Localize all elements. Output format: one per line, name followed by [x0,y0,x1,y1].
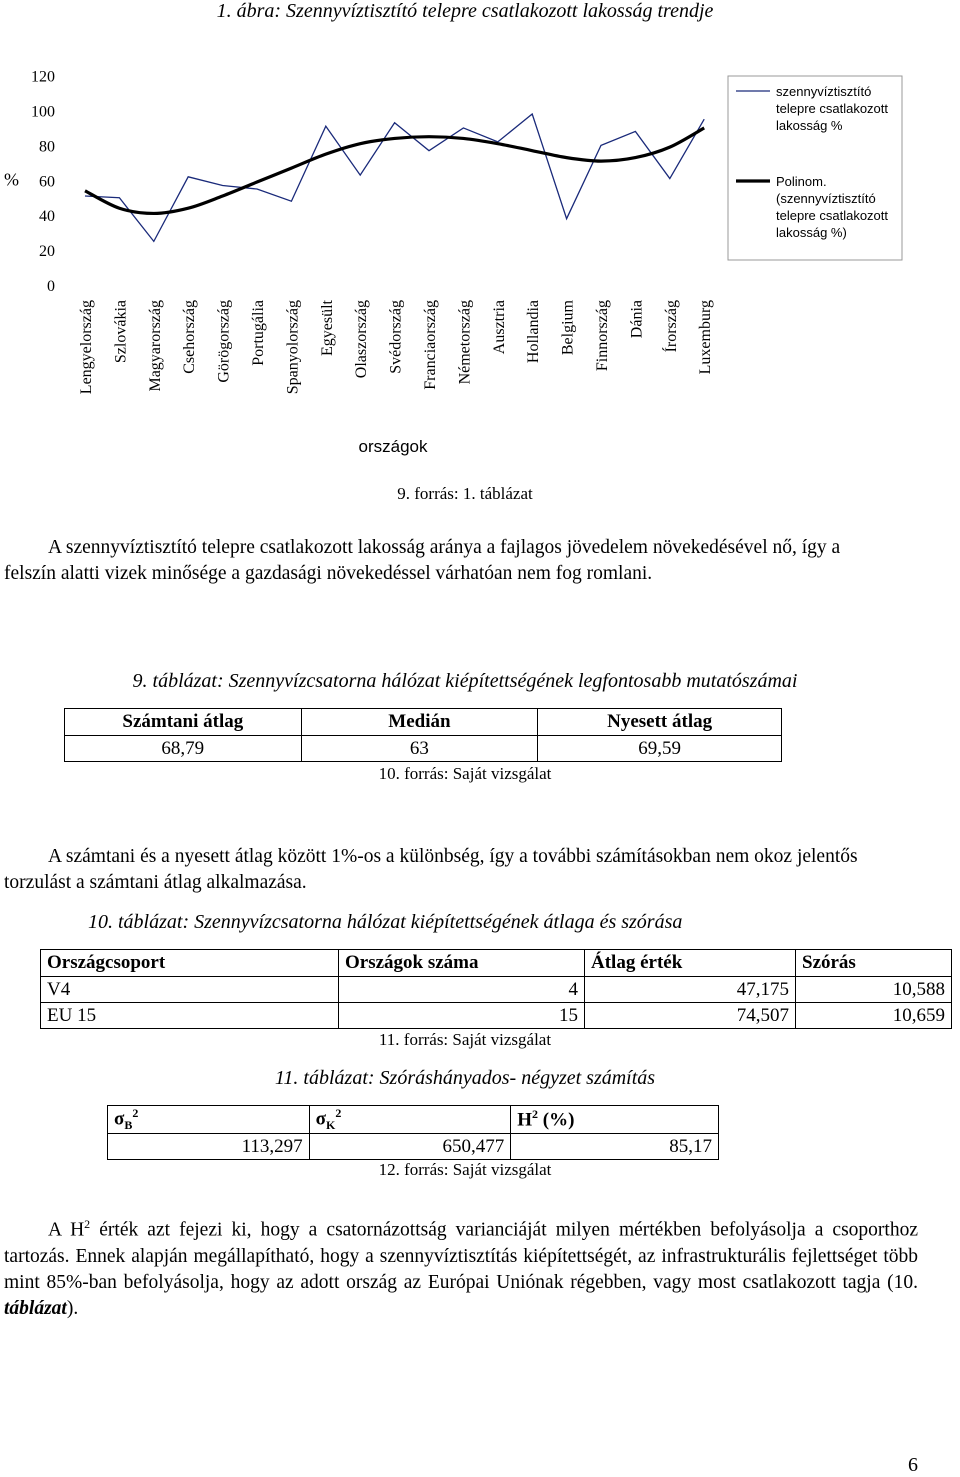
x-tick-label: Belgium [560,299,577,355]
table10-cell: 74,507 [585,1003,796,1029]
table11-header-h2: $H^2$ (%) [511,1106,719,1134]
table-row [41,977,952,1003]
y-tick-label: 80 [39,138,55,155]
y-axis-label: % [4,170,19,190]
x-tick-label: Svédország [388,300,405,374]
table10-header-mean: Átlag érték [585,950,796,977]
table9-header-mean: Számtani átlag [65,709,302,736]
table11 [107,1105,719,1160]
x-tick-label: Csehország [181,300,198,374]
table10-cell: 47,175 [585,977,796,1003]
x-tick-label: Magyarország [147,300,164,392]
x-tick-label: Olaszország [353,300,370,378]
table9-cell-median: 63 [301,736,538,762]
table10-cell: 4 [339,977,585,1003]
table9-cell-trimmed: 69,59 [538,736,782,762]
table11-cell: 113,297 [108,1134,310,1160]
table10-cell: 10,659 [796,1003,952,1029]
table11-source: 12. forrás: Saját vizsgálat [0,1160,930,1180]
table11-header-sigma-k: $\sigma_K^2$ [309,1106,511,1134]
table9-caption: 9. táblázat: Szennyvízcsatorna hálózat kiépítettségének legfontosabb mutatószámai [0,670,930,693]
x-axis-label: országok [359,437,428,456]
paragraph-1: A szennyvíztisztító telepre csatlakozott lakosság aránya a fajlagos jövedelem növekedésével nő, így a felszín alatti vizek minősége a gazdasági növekedéssel várhatóan nem fog romlani. [4,535,884,587]
table10-cell: EU 15 [41,1003,339,1029]
y-tick-label: 60 [39,173,55,190]
table10-header-count: Országok száma [339,950,585,977]
table10-caption: 10. táblázat: Szennyvízcsatorna hálózat kiépítettségének átlaga és szórása [88,911,682,934]
table10-source: 11. forrás: Saját vizsgálat [0,1030,930,1050]
y-tick-label: 120 [31,69,55,86]
y-tick-label: 40 [39,208,55,225]
x-tick-label: Németország [456,300,473,384]
x-tick-label: Portugália [250,300,267,366]
x-tick-label: Egyesült [319,299,336,356]
x-tick-label: Luxemburg [697,300,714,374]
page-number: 6 [908,1454,918,1477]
y-tick-label: 0 [47,278,55,295]
x-tick-label: Írország [661,300,680,352]
x-tick-label: Spanyolország [284,300,301,394]
table9-source: 10. forrás: Saját vizsgálat [0,764,930,784]
table9-cell-mean: 68,79 [65,736,302,762]
table10-cell: 10,588 [796,977,952,1003]
table10 [40,949,952,1029]
x-tick-label: Ausztria [491,300,508,354]
table10-cell: 15 [339,1003,585,1029]
paragraph-3: A $H^2$ érték azt fejezi ki, hogy a csatornázottság varianciáját milyen mértékben befolyásolja a csoporthoz tartozás. Ennek alapján megállapítható, hogy a szennyvíztisztítás kiépítettségét, az infrastrukturális fejlettséget több mint 85%-ban befolyásolja, hogy az adott ország az Európai Uniónak régebben, vagy most csatlakozott tagja (10. táblázat). [4,1211,918,1322]
x-tick-label: Görögország [216,300,233,383]
table11-cell: 650,477 [309,1134,511,1160]
table9-header-median: Medián [301,709,538,736]
x-tick-label: Hollandia [525,300,542,363]
paragraph-2: A számtani és a nyesett átlag között 1%-os a különbség, így a további számításokban nem okoz jelentős torzulást a számtani átlag alkalmazása. [4,844,904,896]
legend-label-trend: Polinom. (szennyvíztisztító telepre csatlakozott lakosság %) [776,174,888,240]
table10-header-group: Országcsoport [41,950,339,977]
x-tick-label: Lengyelország [78,300,95,394]
table-row [108,1134,719,1160]
figure-source: 9. forrás: 1. táblázat [0,484,930,504]
trend-chart [0,50,960,470]
figure-caption: 1. ábra: Szennyvíztisztító telepre csatlakozott lakosság trendje [0,0,930,23]
table11-cell: 85,17 [511,1134,719,1160]
table9 [64,708,782,762]
y-tick-label: 100 [31,104,55,121]
x-tick-label: Franciaország [422,300,439,390]
series-line-data [85,114,704,241]
x-tick-label: Szlovákia [112,300,129,363]
x-tick-label: Finnország [594,300,611,371]
table9-header-trimmed: Nyesett átlag [538,709,782,736]
table10-header-sd: Szórás [796,950,952,977]
table10-cell: V4 [41,977,339,1003]
table-row [41,1003,952,1029]
legend-label-data: szennyvíztisztító telepre csatlakozott lakosság % [776,84,888,133]
table11-caption: 11. táblázat: Szóráshányados- négyzet számítás [0,1067,930,1090]
y-tick-label: 20 [39,243,55,260]
table11-header-sigma-b: $\sigma_B^2$ [108,1106,310,1134]
x-tick-label: Dánia [628,300,645,338]
